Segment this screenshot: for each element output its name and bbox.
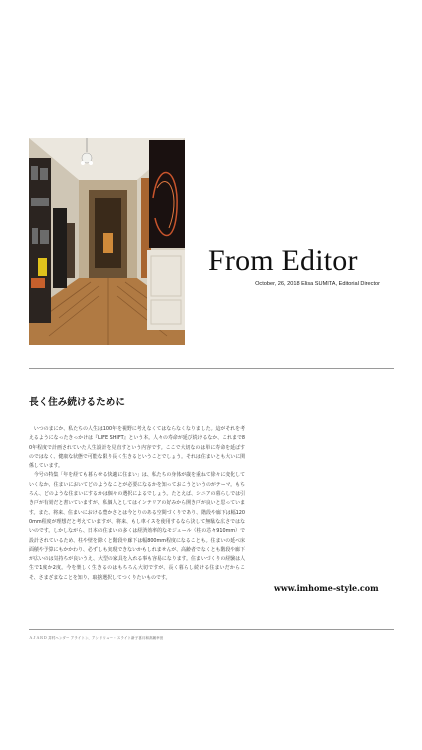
- photo-credit: ＡＪＡＲＤ 井村ヘンダー アライトン、アンドリュー・スライト新子喜月和高朝幸田: [29, 636, 164, 640]
- masthead-author: Elisa SUMITA: [301, 281, 336, 287]
- website-link[interactable]: www.imhome-style.com: [274, 583, 379, 593]
- article-paragraph: 今号の特集「年を経ても暮らせる快適に住まい」は、私たちの身体が歳を重ねて徐々に変化していくなか、住まいにおいてどのようなことが必要になるかを知っておこうというのがテーマ。もちろん、どのような住まいにするかは個々の選択によるでしょう。たとえば、シニアの暮らしでは引き戸が有効だと書いていますが、私個人としてはインテリアの好みから開き戸が良いと思っています。また、将来、住まいにおける豊かさとは今とりのある空間づくりであり、階段や廊下は幅1200mm程度が理想だと考えていますが、将来、もし車イスを使用するなら決して無駄な広さではないのです。しかしながら、日本の住まいの多くは経済効率的なモジュール（柱の芯々910mm）で設計されているため、柱や壁を除くと階段や廊下は幅800mm程度になることも。住まいの延べ床面積や予算にもかかわり、必ずしも実現できないかもしれませんが、高齢者でなくとも階段や廊下が広いのは気持ちが良いうえ、大型の家具を入れる事も容易になります。住まいづくりの経験は人生で1度か2度。今を楽しく生きるのはもちろん大切ですが、長く暮らし続ける住まいだからこそ、さまざまなことを知り、取捨選択してつくりたいものです。: [29, 472, 245, 581]
- article-paragraph: いつのまにか、私たちの人生は100年を視野に考えなくてはならなくなりました。這がそれを考えるようになったきっかけは『LIFE SHIFT』という本。人々の寿命が延び続けるなか、これまで80年程度で計画されていた人生設計を見直すという内容です。ここで大切なのは単に寿命を延ばすのではなく、健康な状態で可能な限り長く生きるということでしょう。それは住まいとも大いに関係しています。: [29, 426, 245, 470]
- masthead-role: Editorial Director: [338, 281, 380, 287]
- article-heading: 長く住み続けるために: [29, 397, 125, 408]
- masthead-date: October, 26, 2018: [255, 281, 300, 287]
- hallway-photo: [29, 138, 185, 345]
- article-body: [29, 425, 245, 583]
- hallway-illustration: [29, 138, 185, 345]
- bottom-divider: [29, 629, 394, 630]
- masthead-byline: October, 26, 2018 Elisa SUMITA, Editorial Director: [255, 281, 380, 287]
- masthead: [208, 244, 388, 287]
- masthead-title: From Editor: [208, 244, 358, 277]
- top-divider: [29, 368, 394, 369]
